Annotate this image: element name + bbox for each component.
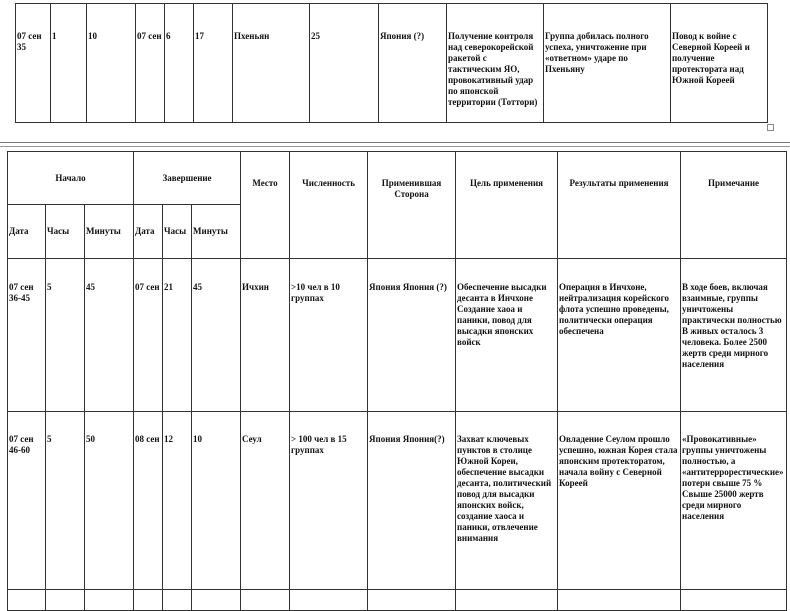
start-date-cell: 07 сен 36-45	[8, 259, 46, 412]
empty-cell	[290, 590, 368, 611]
side-cell: Япония Япония(?)	[368, 412, 456, 590]
end-minutes-cell: 45	[192, 259, 241, 412]
header-start-date: Дата	[8, 205, 46, 259]
end-date-cell: 07 сен	[134, 259, 163, 412]
note-cell: В ходе боев, включая взаимные, группы уничтожены практически полностью В живых осталось 3 человека. Более 2500 жертв среди мирного населения	[681, 259, 787, 412]
empty-cell	[46, 590, 85, 611]
start-minutes-cell: 10	[87, 4, 136, 123]
header-end-hours: Часы	[163, 205, 192, 259]
end-hours-cell: 21	[163, 259, 192, 412]
place-cell: Пхеньян	[233, 4, 310, 123]
start-hours-cell: 5	[46, 259, 85, 412]
table-row	[8, 259, 787, 412]
note-cell: «Провокативные» группы уничтожены полностью, а «антитеррорестические» потери свыше 75 % Свыше 25000 жертв среди мирного населения	[681, 412, 787, 590]
top-table	[15, 3, 768, 123]
header-end-date: Дата	[134, 205, 163, 259]
result-cell: Овладение Сеулом прошло успешно, южная Корея стала японским протекторатом, начала войну с Северной Кореей	[558, 412, 681, 590]
empty-cell	[163, 590, 192, 611]
empty-cell	[8, 590, 46, 611]
header-start-minutes: Минуты	[85, 205, 134, 259]
end-date-cell: 07 сен	[136, 4, 165, 123]
place-cell: Сеул	[241, 412, 290, 590]
side-cell: Япония (?)	[379, 4, 447, 123]
header-end: Завершение	[134, 152, 241, 205]
main-table	[7, 151, 787, 611]
header-row	[8, 152, 787, 205]
header-result: Результаты применения	[558, 152, 681, 259]
empty-cell	[241, 590, 290, 611]
goal-cell: Захват ключевых пунктов в столице Южной Кореи, обеспечение высадки десанта, политический повод для высадки японских войск, создание хаоса и паники, отвлечение внимания	[456, 412, 558, 590]
end-hours-cell: 12	[163, 412, 192, 590]
table-row	[16, 4, 768, 123]
goal-cell: Получение контроля над северокорейской ракетой с тактическим ЯО, провокативный удар по японской территории (Тоттори)	[447, 4, 544, 123]
start-date-cell: 07 сен 35	[16, 4, 51, 123]
empty-cell	[558, 590, 681, 611]
start-date-cell: 07 сен 46-60	[8, 412, 46, 590]
header-end-minutes: Минуты	[192, 205, 241, 259]
result-cell: Группа добилась полного успеха, уничтожение при «ответном» ударе по Пхеньяну	[544, 4, 671, 123]
result-cell: Операция в Инчхоне, нейтрализация корейского флота успешно проведены, политически операция обеспечена	[558, 259, 681, 412]
table-resize-handle[interactable]	[767, 124, 774, 131]
empty-cell	[85, 590, 134, 611]
empty-cell	[192, 590, 241, 611]
start-minutes-cell: 50	[85, 412, 134, 590]
empty-cell	[681, 590, 787, 611]
table-row	[8, 412, 787, 590]
goal-cell: Обеспечение высадки десанта в Инчхоне Создание хаоа и паники, повод для высадки японских войск	[456, 259, 558, 412]
empty-cell	[456, 590, 558, 611]
start-hours-cell: 1	[51, 4, 87, 123]
end-hours-cell: 6	[165, 4, 194, 123]
start-minutes-cell: 45	[85, 259, 134, 412]
header-goal: Цель применения	[456, 152, 558, 259]
empty-cell	[368, 590, 456, 611]
header-side: Применившая Сторона	[368, 152, 456, 259]
count-cell: >10 чел в 10 группах	[290, 259, 368, 412]
empty-cell	[134, 590, 163, 611]
place-cell: Ичхин	[241, 259, 290, 412]
start-hours-cell: 5	[46, 412, 85, 590]
header-note: Примечание	[681, 152, 787, 259]
table-row-empty	[8, 590, 787, 611]
count-cell: 25	[310, 4, 379, 123]
page-break-divider	[0, 142, 790, 147]
end-date-cell: 08 сен	[134, 412, 163, 590]
header-start: Начало	[8, 152, 134, 205]
header-start-hours: Часы	[46, 205, 85, 259]
header-count: Численность	[290, 152, 368, 259]
header-place: Место	[241, 152, 290, 259]
end-minutes-cell: 10	[192, 412, 241, 590]
side-cell: Япония Япония (?)	[368, 259, 456, 412]
count-cell: > 100 чел в 15 группах	[290, 412, 368, 590]
note-cell: Повод к войне с Северной Кореей и получение протектората над Южной Кореей	[671, 4, 768, 123]
end-minutes-cell: 17	[194, 4, 233, 123]
